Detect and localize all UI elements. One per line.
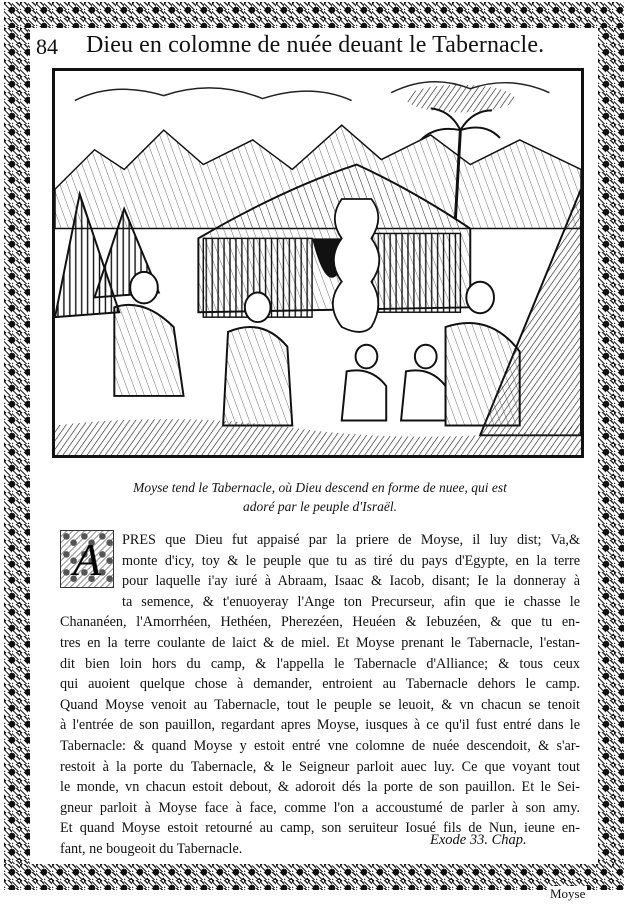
text-line: pour laquelle i'ay iuré à Abraam, Isaac & Iacob, disant; Ie la donneray à	[122, 573, 580, 590]
pillar-of-cloud	[333, 199, 379, 332]
running-title: Dieu en colomne de nuée deuant le Tabernacle.	[86, 32, 545, 58]
text-line: qui auoient quelque chose à demander, entroient au Tabernacle dehors le camp.	[60, 676, 580, 693]
ornamental-border-bottom	[4, 864, 624, 890]
decorated-initial: A	[60, 530, 114, 588]
caption-line: adoré par le peuple d'Israël.	[243, 499, 397, 514]
text-line: Tabernacle: & quand Moyse y estoit entré vne colomne de nuée descendoit, & s'ar-	[60, 737, 580, 754]
text-line: restoit à la porte du Tabernacle, & le Seigneur parloit auec luy. Ce que voyant tout	[60, 758, 580, 775]
text-line: le monde, vn chacun estoit debout, & adoroit dés la porte de son pauillon. Et le Sei-	[60, 779, 580, 796]
text-line: Et quand Moyse estoit retourné au camp, son seruiteur Iosué fils de Nun, ieune en-	[60, 820, 580, 837]
body-text	[60, 530, 580, 860]
text-line: PRES que Dieu fut appaisé par la priere de Moyse, il luy dist; Va,&	[122, 532, 580, 548]
caption-line: Moyse tend le Tabernacle, où Dieu descend en forme de nuee, qui est	[133, 480, 507, 495]
illustration-caption	[60, 478, 580, 516]
ornamental-border-top	[4, 2, 624, 28]
figure-head	[130, 272, 158, 304]
text-line: gneur parloit à Moyse face à face, comme l'on a accoustumé de parler à son amy.	[60, 799, 580, 816]
woodcut-scene	[55, 71, 581, 455]
scripture-reference: Exode 33. Chap.	[430, 832, 527, 848]
text-line: fant, ne bougeoit du Tabernacle.	[60, 840, 243, 857]
dark-cloud	[406, 85, 515, 113]
text-line: tres en la terre coulante de laict & de miel. Et Moyse prenant le Tabernacle, l'estan-	[60, 634, 580, 651]
page-number: 84	[36, 34, 58, 59]
text-line: ta semence, & t'enuoyeray l'Ange ton Precurseur, afin que ie chasse le	[122, 593, 580, 610]
ornamental-border-right	[598, 28, 624, 864]
page-header	[34, 30, 594, 64]
text-line: monte d'icy, toy & le peuple que tu as tiré du pays d'Egypte, en la terre	[122, 552, 580, 569]
woodcut-illustration	[52, 68, 584, 458]
text-line: dit bien loin hors du camp, & l'appella le Tabernacle d'Alliance; & tous ceux	[60, 655, 580, 672]
catchword: Moyse	[550, 886, 586, 901]
text-line: Chananéen, l'Amorrhéen, Hethéen, Pherezéen, Heuéen & Iebuzéen, & que tu en-	[60, 614, 580, 631]
text-line: à l'entrée de son pauillon, regardant apres Moyse, iusques à ce qu'il fust entré dans le	[60, 717, 580, 734]
ornamental-border-left	[4, 28, 30, 864]
text-line: Quand Moyse venoit au Tabernacle, tout le peuple se leuoit, & vn chacun se tenoit	[60, 696, 580, 713]
